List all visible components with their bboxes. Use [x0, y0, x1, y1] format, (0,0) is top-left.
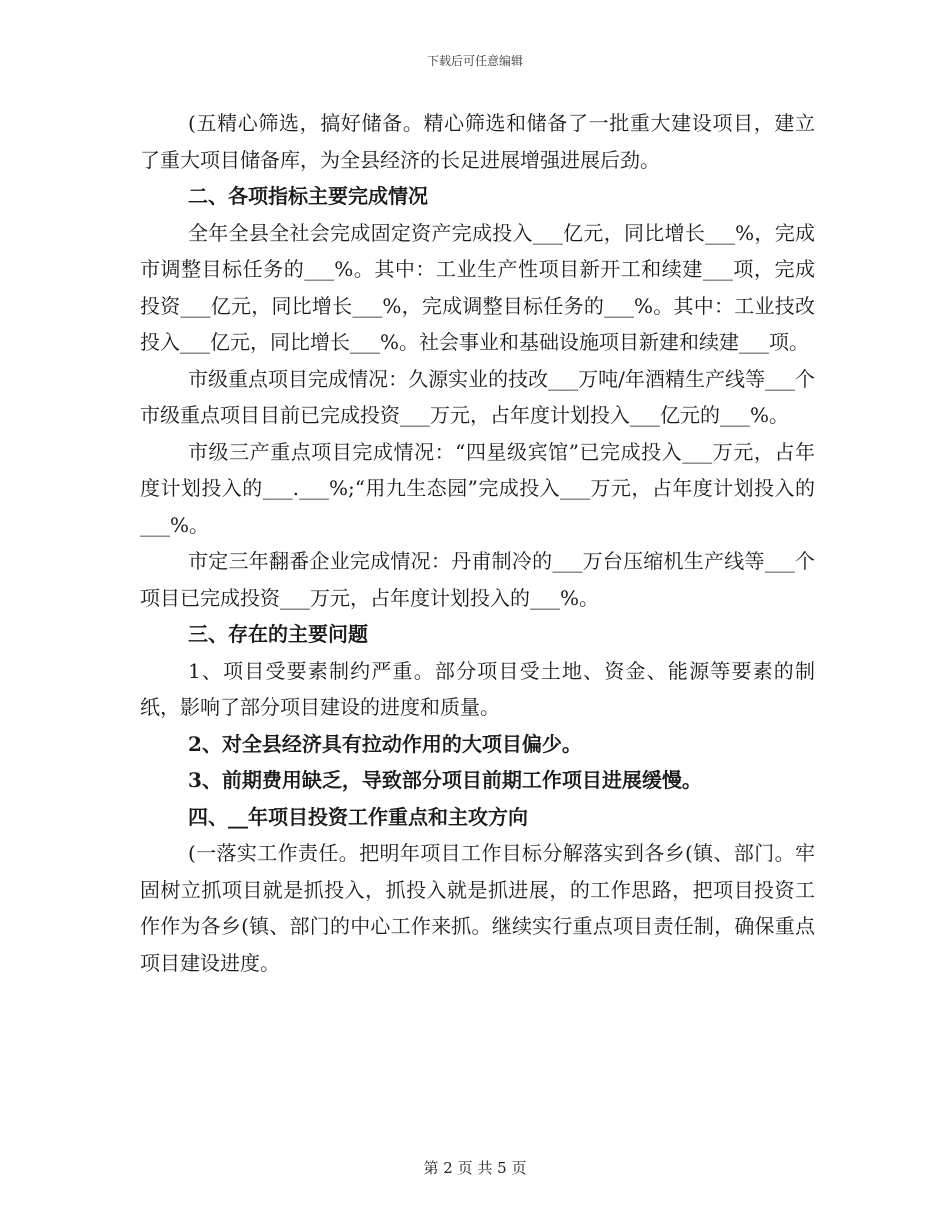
page-footer: 第 2 页 共 5 页: [423, 1159, 527, 1177]
document-body: [140, 105, 815, 981]
paragraph-reserve: (五精心筛选，搞好储备。精心筛选和储备了一批重大建设项目，建立了重大项目储备库，为全县经济的长足进展增强进展后劲。: [140, 111, 815, 172]
paragraph-fixed-assets: 全年全县全社会完成固定资产完成投入___亿元，同比增长___%，完成市调整目标任务的___%。其中：工业生产性项目新开工和续建___项，完成投资___亿元，同比增长___%，完成调整目标任务的___%。其中：工业技改投入___亿元，同比增长___%。社会事业和基础设施项目新建和续建___项。: [140, 220, 815, 354]
paragraph-doubling-enterprises: 市定三年翻番企业完成情况：丹甫制冷的___万台压缩机生产线等___个项目已完成投资___万元，占年度计划投入的___%。: [140, 549, 815, 610]
page-header: 下载后可任意编辑: [426, 54, 523, 68]
paragraph-problem-1: 1、项目受要素制约严重。部分项目受土地、资金、能源等要素的制纸，影响了部分项目建设的进度和质量。: [140, 658, 815, 719]
paragraph-problem-3: 3、前期费用缺乏，导致部分项目前期工作项目进展缓慢。: [188, 768, 702, 792]
heading-next-year-focus: 四、__年项目投资工作重点和主攻方向: [188, 804, 528, 829]
heading-problems: 三、存在的主要问题: [188, 622, 368, 646]
paragraph-problem-2: 2、对全县经济具有拉动作用的大项目偏少。: [188, 731, 582, 756]
paragraph-responsibility: (一落实工作责任。把明年项目工作目标分解落实到各乡(镇、部门。牢固树立抓项目就是抓投入，抓投入就是抓进展，的工作思路，把项目投资工作作为各乡(镇、部门的中心工作来抓。继续实行重点项目责任制，确保重点项目建设进度。: [140, 841, 815, 975]
paragraph-city-key-projects: 市级重点项目完成情况：久源实业的技改___万吨/年酒精生产线等___个市级重点项目目前已完成投资___万元，占年度计划投入___亿元的___%。: [140, 366, 815, 427]
paragraph-tertiary-projects: 市级三产重点项目完成情况：“四星级宾馆”已完成投入___万元，占年度计划投入的___.___%;“用九生态园”完成投入___万元，占年度计划投入的___%。: [140, 439, 815, 537]
heading-indicators: 二、各项指标主要完成情况: [188, 184, 428, 208]
